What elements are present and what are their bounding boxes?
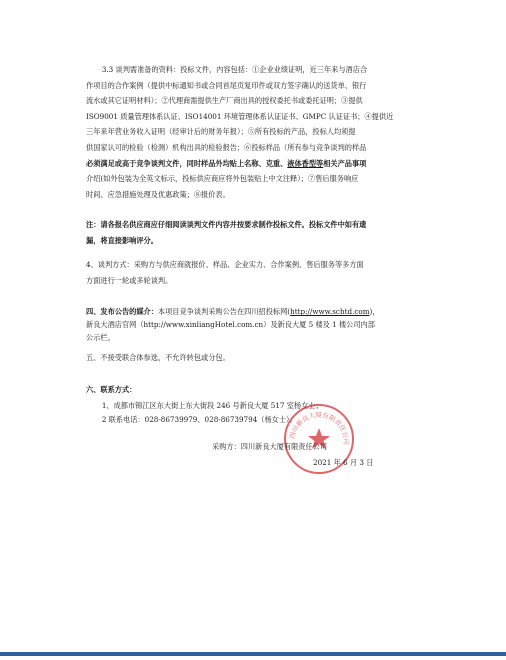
line: 作项目的合作案例（提供中标通知书或合同首尾页复印件或双方签字确认的送货单、银行: [86, 80, 367, 90]
contact-phone: 2 联系电话：028-86739979、028-86739794（杨女士）。: [101, 415, 297, 424]
line: 公示栏。: [86, 333, 115, 342]
link[interactable]: http://www.schtd.com: [290, 307, 370, 316]
section-5: [86, 350, 426, 366]
line: 五、不接受联合体参选，不允许转包或分包。: [86, 353, 230, 362]
text-span: 必须满足或高于竞争谈判文件，同时样品外均贴上名称、克重、: [86, 158, 288, 168]
text-span: 相关产品事项: [323, 158, 367, 168]
line: 三年来年营业务收入证明（经审计后的财务年报）；⑤所有投标的产品，投标人均须提: [86, 127, 356, 137]
svg-text:四川新良大厦有限责任公司: 四川新良大厦有限责任公司: [288, 410, 351, 446]
line: 供国家认可的检验（检测）机构出具的检验报告；⑥投标样品（所有参与竞争谈判的样品: [86, 142, 367, 152]
signature-date: 2021 年 6 月 3 日: [313, 458, 374, 467]
line: 介绍(如外包装为全英文标示，投标供应商应将外包装贴上中文注释）；⑦售后服务响应: [86, 174, 359, 184]
section-6: [86, 383, 426, 427]
line: 时间、应急措施处理及优惠政策；⑧报价表。: [86, 189, 230, 199]
underlined-text: 液体香型等: [287, 158, 324, 168]
line: 流水或其它证明材料）；②代理商需提供生产厂商出具的授权委托书或委托证明；③提供: [86, 96, 363, 106]
section-3-3: [86, 62, 426, 202]
section-4: [86, 257, 426, 288]
line: 注：请各报名供应商应仔细阅读谈判文件内容并按要求制作投标文件。投标文件中如有遗: [86, 220, 367, 229]
line: 3.3 谈判需准备的资料：投标文件，内容包括：①企业业绩证明，近三年来与酒店合: [101, 65, 368, 74]
section-heading: 四、发布公告的媒介：: [86, 307, 158, 316]
section-publication: [86, 305, 426, 344]
line: [86, 156, 426, 172]
line: 方面进行一轮或多轮谈判。: [86, 275, 173, 285]
line: 4、谈判方式：采购方与供应商就报价、样品、企业实力、合作案例、售后服务等多方面: [86, 260, 364, 269]
text-span: )，: [369, 307, 380, 316]
contact-address: 1、成都市锦江区东大街上东大街段 246 号新良大厦 517 室杨女士；: [101, 401, 323, 410]
line: 漏，将直接影响评分。: [86, 235, 158, 245]
line: ISO9001 质量管理体系认证、ISO14001 环境管理体系认证证书、GMPC 认证证书；④提供近: [86, 111, 394, 121]
section-heading: 六、联系方式：: [86, 385, 137, 394]
notice-paragraph: [86, 217, 426, 248]
text-span: 本项目竞争谈判采购公告在四川招投标网(: [157, 307, 291, 316]
line: 新良大酒店官网（http://www.xinliangHotel.com.cn）及新良大厦 5 楼及 1 楼公司内部: [86, 320, 375, 329]
line: [86, 305, 426, 318]
page-bottom-rule: [0, 652, 506, 656]
buyer-signature: 采购方：四川新良大厦有限责任公司: [212, 442, 328, 451]
